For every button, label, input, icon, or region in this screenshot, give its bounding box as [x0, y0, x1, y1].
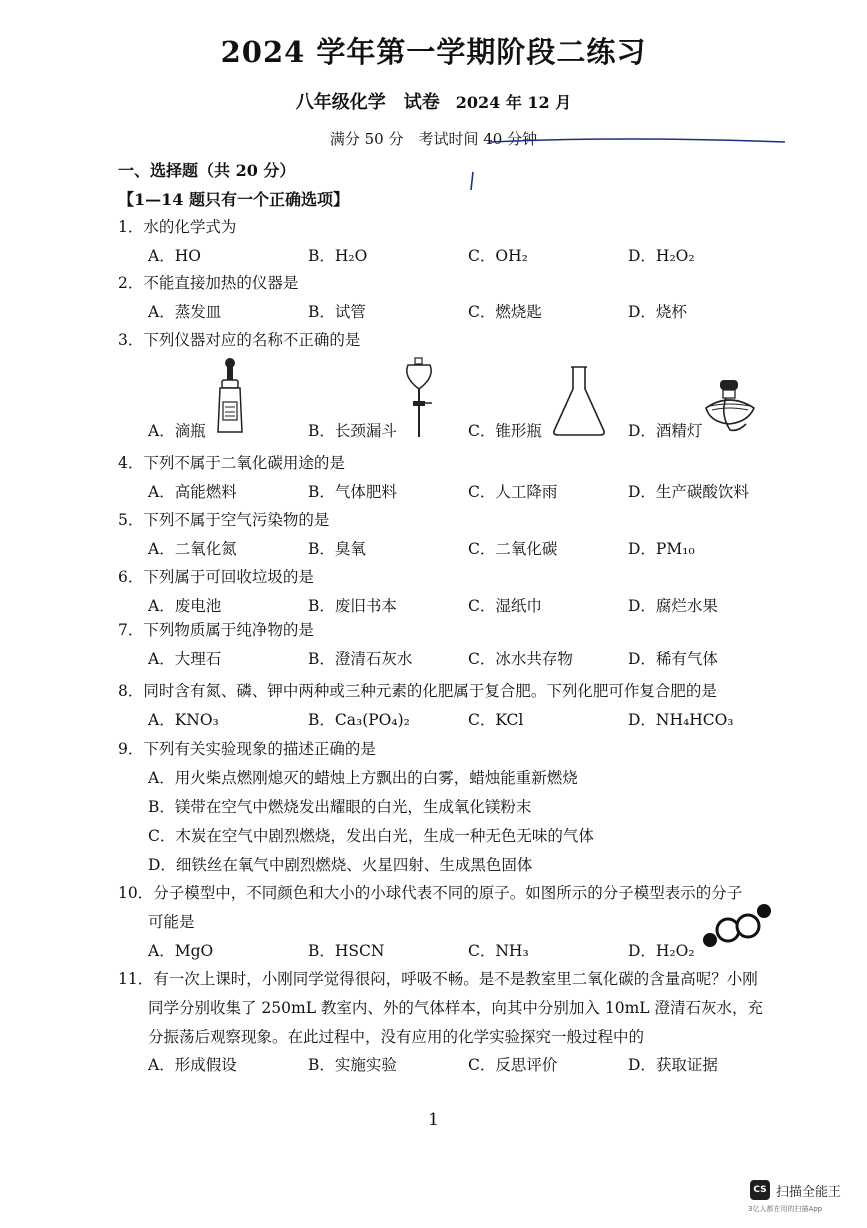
- q4-option-c: C．人工降雨: [468, 483, 558, 501]
- q1-option-a: A．HO: [148, 247, 201, 265]
- q1-option-b: B．H₂O: [308, 247, 368, 265]
- q11-option-a: A．形成假设: [148, 1056, 237, 1074]
- q3-option-b: B．长颈漏斗: [308, 422, 397, 440]
- question-8: 8．同时含有氮、磷、钾中两种或三种元素的化肥属于复合肥。下列化肥可作复合肥的是: [118, 682, 717, 700]
- dropper-bottle-figure: [212, 356, 248, 436]
- question-11-cont-1: 同学分别收集了 250mL 教室内、外的气体样本，向其中分别加入 10mL 澄清石灰水，充: [148, 999, 763, 1017]
- q2-option-a: A．蒸发皿: [148, 303, 222, 321]
- q7-option-c: C．冰水共存物: [468, 650, 573, 668]
- subject-label: 八年级化学 试卷: [295, 92, 440, 113]
- cs-logo-icon: CS: [750, 1180, 770, 1200]
- q4-option-a: A．高能燃料: [148, 483, 237, 501]
- q6-option-a: A．废电池: [148, 597, 222, 615]
- q8-option-b: B．Ca₃(PO₄)₂: [308, 711, 410, 729]
- section-heading: 一、选择题（共 20 分）: [118, 161, 296, 180]
- question-2: 2．不能直接加热的仪器是: [118, 274, 299, 292]
- question-7: 7．下列物质属于纯净物的是: [118, 621, 314, 639]
- q3-option-c: C．锥形瓶: [468, 422, 542, 440]
- q6-option-b: B．废旧书本: [308, 597, 397, 615]
- question-4: 4．下列不属于二氧化碳用途的是: [118, 454, 345, 472]
- scanner-logo-text: 扫描全能王: [776, 1184, 842, 1200]
- page-number: 1: [428, 1110, 439, 1130]
- q9-option-c: C．木炭在空气中剧烈燃烧，发出白光，生成一种无色无味的气体: [148, 827, 594, 845]
- q3-option-a: A．滴瓶: [148, 422, 206, 440]
- q5-option-d: D．PM₁₀: [628, 540, 695, 558]
- question-9: 9．下列有关实验现象的描述正确的是: [118, 740, 376, 758]
- q10-option-a: A．MgO: [148, 942, 214, 960]
- question-3: 3．下列仪器对应的名称不正确的是: [118, 331, 361, 349]
- q9-option-d: D．细铁丝在氧气中剧烈燃烧、火星四射、生成黑色固体: [148, 856, 533, 874]
- scanner-logo: [750, 1180, 841, 1200]
- q2-option-c: C．燃烧匙: [468, 303, 542, 321]
- q4-option-b: B．气体肥料: [308, 483, 397, 501]
- question-1: 1．水的化学式为: [118, 218, 237, 236]
- q11-option-c: C．反思评价: [468, 1056, 558, 1074]
- q1-option-c: C．OH₂: [468, 247, 528, 265]
- q7-option-b: B．澄清石灰水: [308, 650, 413, 668]
- q11-option-d: D．获取证据: [628, 1056, 718, 1074]
- q6-option-c: C．湿纸巾: [468, 597, 542, 615]
- q7-option-d: D．稀有气体: [628, 650, 718, 668]
- question-6: 6．下列属于可回收垃圾的是: [118, 568, 314, 586]
- exam-meta: 满分 50 分 考试时间 40 分钟: [329, 130, 538, 148]
- question-5: 5．下列不属于空气污染物的是: [118, 511, 330, 529]
- q5-option-b: B．臭氧: [308, 540, 366, 558]
- question-10-cont: 可能是: [148, 913, 195, 931]
- conical-flask-figure: [551, 365, 607, 437]
- q4-option-d: D．生产碳酸饮料: [628, 483, 749, 501]
- exam-title: 2024 学年第一学期阶段二练习: [220, 35, 647, 69]
- exam-subtitle: [0, 88, 867, 114]
- question-10: 10．分子模型中，不同颜色和大小的小球代表不同的原子。如图所示的分子模型表示的分子: [118, 884, 743, 902]
- q10-option-c: C．NH₃: [468, 942, 529, 960]
- q11-option-b: B．实施实验: [308, 1056, 397, 1074]
- question-11-cont-2: 分振荡后观察现象。在此过程中，没有应用的化学实验探究一般过程中的: [148, 1028, 645, 1046]
- funnel-figure: [400, 357, 438, 439]
- q6-option-d: D．腐烂水果: [628, 597, 718, 615]
- q1-option-d: D．H₂O₂: [628, 247, 695, 265]
- pen-mark: [470, 132, 790, 192]
- molecule-model-figure: [700, 902, 776, 952]
- q9-option-a: A．用火柴点燃刚熄灭的蜡烛上方飘出的白雾，蜡烛能重新燃烧: [148, 769, 578, 787]
- q5-option-a: A．二氧化氮: [148, 540, 237, 558]
- q2-option-d: D．烧杯: [628, 303, 687, 321]
- q8-option-a: A．KNO₃: [148, 711, 219, 729]
- q8-option-d: D．NH₄HCO₃: [628, 711, 734, 729]
- q3-option-d: D．酒精灯: [628, 422, 703, 440]
- section-note: 【1—14 题只有一个正确选项】: [118, 190, 349, 209]
- q7-option-a: A．大理石: [148, 650, 222, 668]
- q8-option-c: C．KCl: [468, 711, 524, 729]
- exam-date: 2024 年 12 月: [455, 93, 572, 112]
- alcohol-lamp-figure: [700, 378, 760, 436]
- q5-option-c: C．二氧化碳: [468, 540, 558, 558]
- q10-option-d: D．H₂O₂: [628, 942, 695, 960]
- scanner-logo-subtext: 3亿人都在用的扫描App: [748, 1205, 823, 1213]
- q9-option-b: B．镁带在空气中燃烧发出耀眼的白光，生成氧化镁粉末: [148, 798, 532, 816]
- q2-option-b: B．试管: [308, 303, 366, 321]
- q10-option-b: B．HSCN: [308, 942, 385, 960]
- question-11: 11．有一次上课时，小刚同学觉得很闷，呼吸不畅。是不是教室里二氧化碳的含量高呢？小刚: [118, 970, 758, 988]
